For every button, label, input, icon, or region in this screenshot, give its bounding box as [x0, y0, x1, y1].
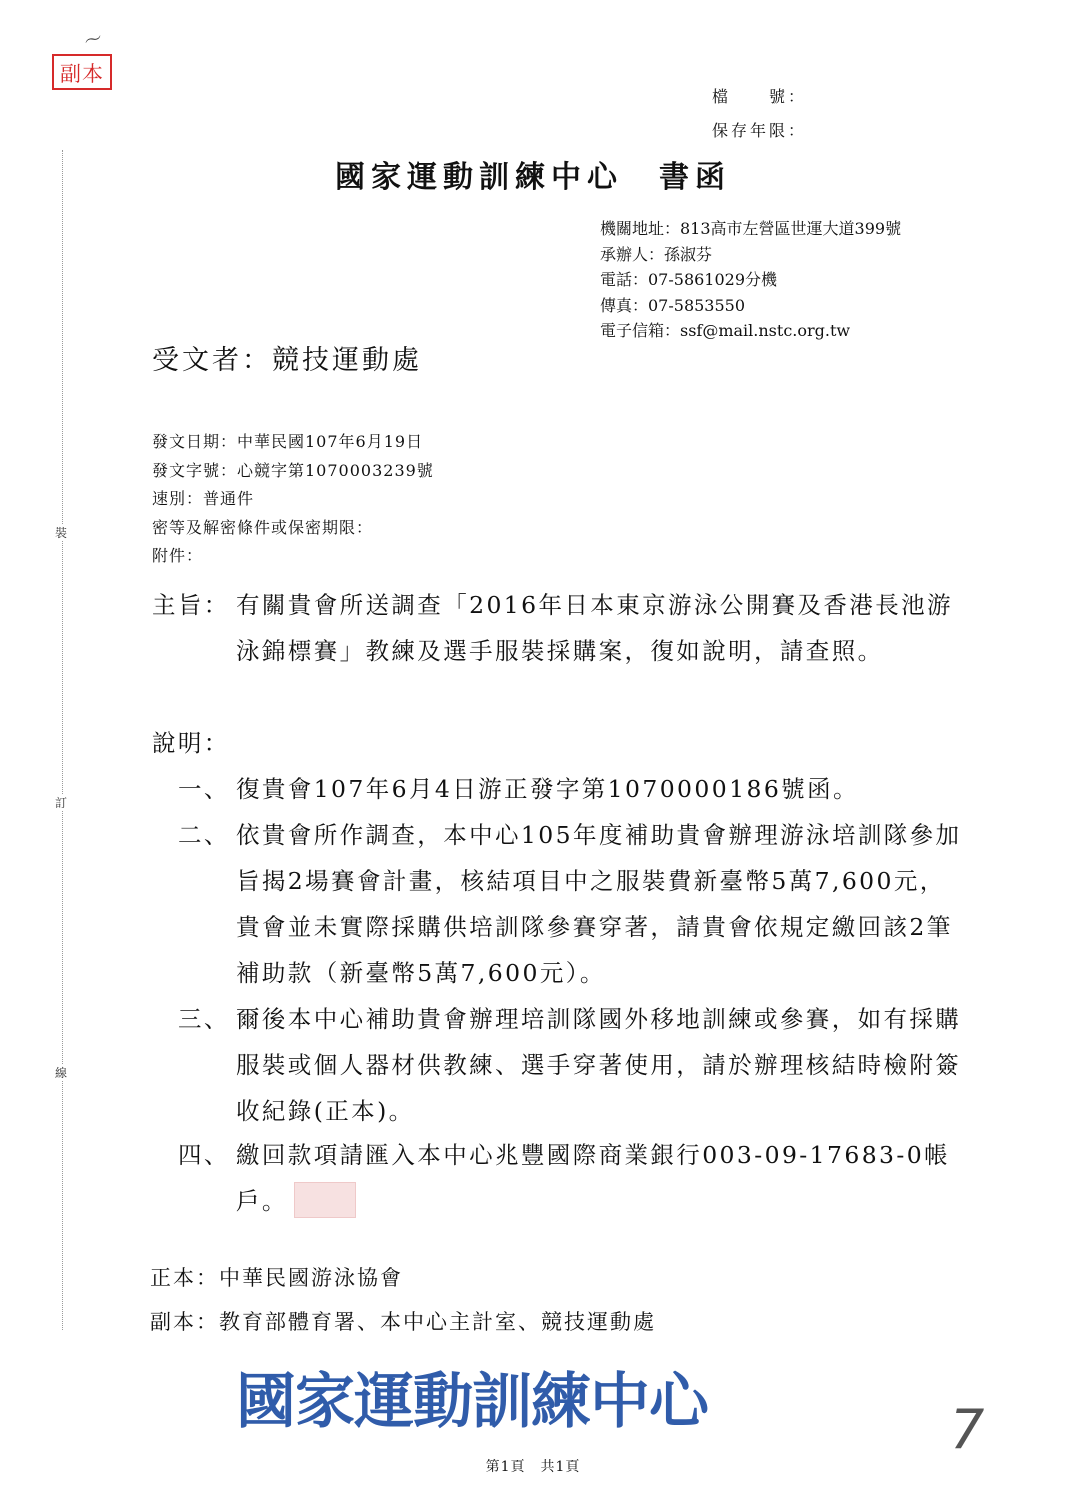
- item-text: 繳回款項請匯入本中心兆豐國際商業銀行003-09-17683-0帳戶。: [236, 1141, 950, 1215]
- item-number: 二、: [178, 821, 230, 849]
- document-title: 國家運動訓練中心 書函: [335, 160, 731, 195]
- description-label: 說明：: [152, 729, 230, 757]
- recipient-line: 受文者：競技運動處: [152, 345, 422, 376]
- page-number: 第1頁 共1頁: [485, 1459, 581, 1475]
- subject-text: 有關貴會所送調查「2016年日本東京游泳公開賽及香港長池游泳錦標賽」教練及選手服裝採購案，復如說明，請查照。: [236, 591, 953, 665]
- contact-block: [600, 216, 901, 344]
- binding-mark-ding: 訂: [55, 796, 68, 810]
- handwritten-number: 7: [950, 1398, 985, 1461]
- binding-line: [62, 150, 63, 1330]
- email-address: 電子信箱：ssf@mail.nstc.org.tw: [600, 321, 851, 340]
- description-item: [178, 766, 968, 812]
- copy-recipients: 副本：教育部體育署、本中心主計室、競技運動處: [150, 1310, 656, 1334]
- handler-name: 承辦人：孫淑芬: [600, 244, 713, 264]
- copy-stamp: 副本: [52, 54, 112, 90]
- faint-seal-mark: [294, 1182, 356, 1218]
- binding-mark-zhuang: 裝: [55, 526, 68, 540]
- item-number: 四、: [178, 1141, 230, 1169]
- description-item: [178, 812, 968, 996]
- retention-period-label: 保存年限：: [712, 121, 808, 140]
- attachments: 附件：: [152, 546, 204, 565]
- file-number-label: 檔 號：: [712, 87, 808, 106]
- phone-number: 電話：07-5861029分機: [600, 270, 778, 289]
- organization-seal: 國家運動訓練中心: [236, 1367, 708, 1437]
- original-recipient: 正本：中華民國游泳協會: [150, 1266, 403, 1290]
- corner-handwritten-mark: 〜: [81, 27, 106, 54]
- delivery-speed: 速別：普通件: [152, 489, 255, 508]
- secrecy-level: 密等及解密條件或保密期限：: [152, 517, 374, 537]
- item-text: 爾後本中心補助貴會辦理培訓隊國外移地訓練或參賽，如有採購服裝或個人器材供教練、選手穿著使用，請於辦理核結時檢附簽收紀錄(正本)。: [236, 1005, 962, 1125]
- description-item: [178, 996, 968, 1134]
- binding-mark-xian: 線: [55, 1066, 68, 1080]
- item-text: 復貴會107年6月4日游正發字第1070000186號函。: [236, 775, 859, 803]
- document-number: 發文字號：心競字第1070003239號: [152, 460, 434, 480]
- agency-address: 機關地址：813高市左營區世運大道399號: [600, 219, 902, 238]
- subject-label: 主旨：: [152, 591, 230, 619]
- item-text: 依貴會所作調查，本中心105年度補助貴會辦理游泳培訓隊參加旨揭2場賽會計畫，核結項目中之服裝費新臺幣5萬7,600元，貴會並未實際採購供培訓隊參賽穿著，請貴會依規定繳回該2筆補助款（新臺幣5萬7,600元）。: [236, 821, 962, 987]
- issue-date: 發文日期：中華民國107年6月19日: [152, 432, 424, 451]
- fax-number: 傳真：07-5853550: [600, 295, 746, 315]
- item-number: 三、: [178, 1005, 230, 1033]
- header-fields: [152, 428, 434, 571]
- item-number: 一、: [178, 775, 230, 803]
